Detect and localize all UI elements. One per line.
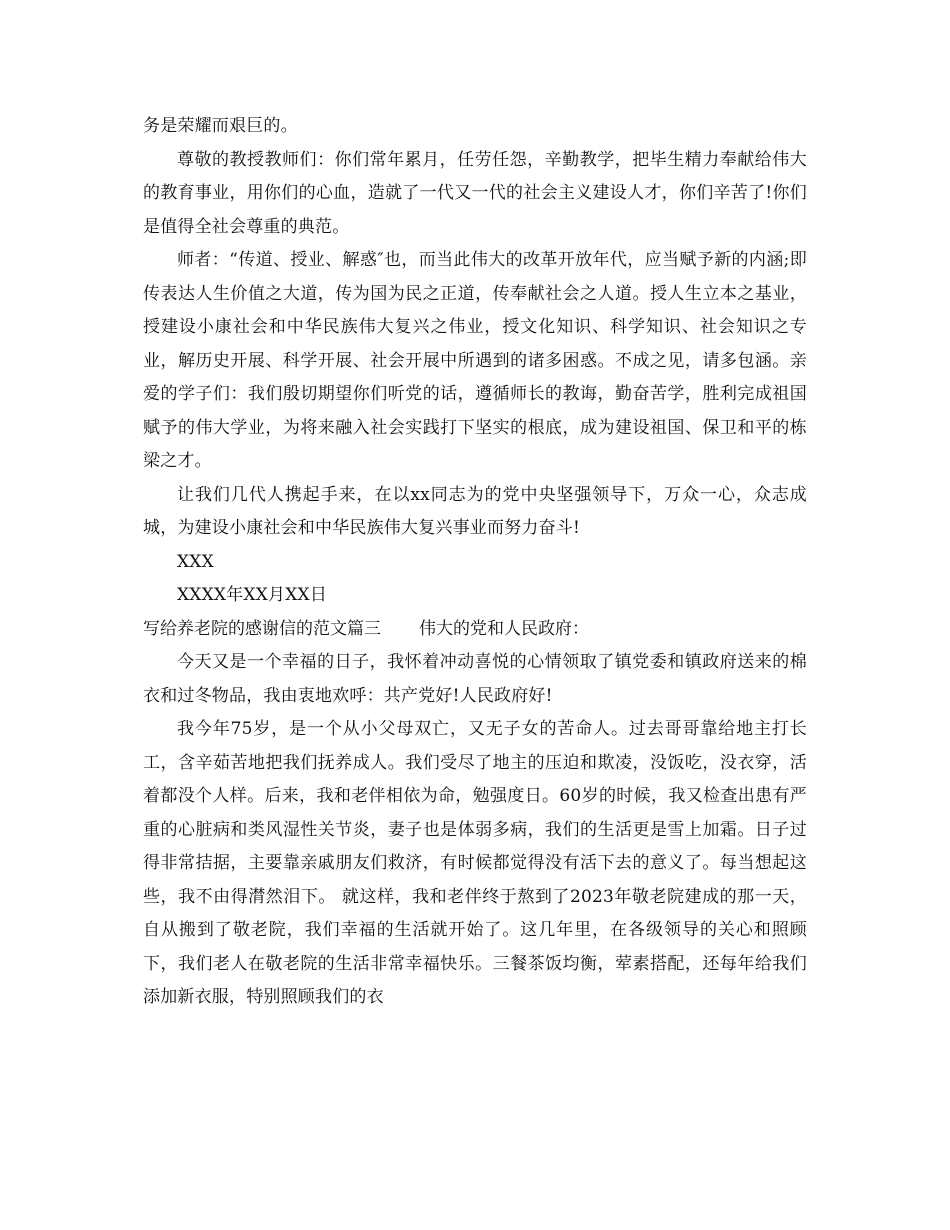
paragraph-life-story: 我今年75岁，是一个从小父母双亡，又无子女的苦命人。过去哥哥靠给地主打长工，含辛茹苦地把我们抚养成人。我们受尽了地主的压迫和欺凌，没饭吃，没衣穿，活着都没个人样。后来，我和老伴相依为命，勉强度日。60岁的时候，我又检查出患有严重的心脏病和类风湿性关节炎，妻子也是体弱多病，我们的生活更是雪上加霜。日子过得非常拮据，主要靠亲戚朋友们救济，有时候都觉得没有活下去的意义了。每当想起这些，我不由得潸然泪下。 就这样，我和老伴终于熬到了2023年敬老院建成的那一天，自从搬到了敬老院，我们幸福的生活就开始了。这几年里，在各级领导的关心和照顾下，我们老人在敬老院的生活非常幸福快乐。三餐茶饭均衡，荤素搭配，还每年给我们添加新衣服，特别照顾我们的衣 xyxy=(143,719,807,1007)
signature-date: XXXX年XX月XX日 xyxy=(177,585,328,605)
signature-name: XXX xyxy=(177,551,214,572)
section-title: 写给养老院的感谢信的范文篇三 xyxy=(143,618,381,639)
paragraph-teacher-role: 师者：“传道、授业、解惑″也，而当此伟大的改革开放年代，应当赋予新的内涵;即传表达人生价值之大道，传为国为民之正道，传奉献社会之人道。授人生立本之基业，授建设小康社会和中华民族伟大复兴之伟业，授文化知识、科学知识、社会知识之专业，解历史开展、科学开展、社会开展中所遇到的诸多困惑。不成之见，请多包涵。亲爱的学子们：我们殷切期望你们听党的话，遵循师长的教诲，勤奋苦学，胜利完成祖国赋予的伟大学业，为将来融入社会实践打下坚实的根底，成为建设祖国、保卫和平的栋梁之才。 xyxy=(143,250,807,471)
paragraph-teachers: 尊敬的教授教师们：你们常年累月，任劳任怨，辛勤教学，把毕生精力奉献给伟大的教育事业，用你们的心血，造就了一代又一代的社会主义建设人才，你们辛苦了!你们是值得全社会尊重的典范。 xyxy=(143,149,807,237)
letter-salutation: 伟大的党和人民政府： xyxy=(419,618,589,639)
document-body xyxy=(143,110,807,1015)
paragraph-continuation: 务是荣耀而艰巨的。 xyxy=(143,116,298,136)
section-heading xyxy=(143,613,807,647)
paragraph-closing: 让我们几代人携起手来，在以xx同志为的党中央坚强领导下，万众一心，众志成城，为建设小康社会和中华民族伟大复兴事业而努力奋斗! xyxy=(143,484,807,538)
paragraph-gratitude: 今天又是一个幸福的日子，我怀着冲动喜悦的心情领取了镇党委和镇政府送来的棉衣和过冬物品，我由衷地欢呼：共产党好!人民政府好! xyxy=(143,652,807,706)
